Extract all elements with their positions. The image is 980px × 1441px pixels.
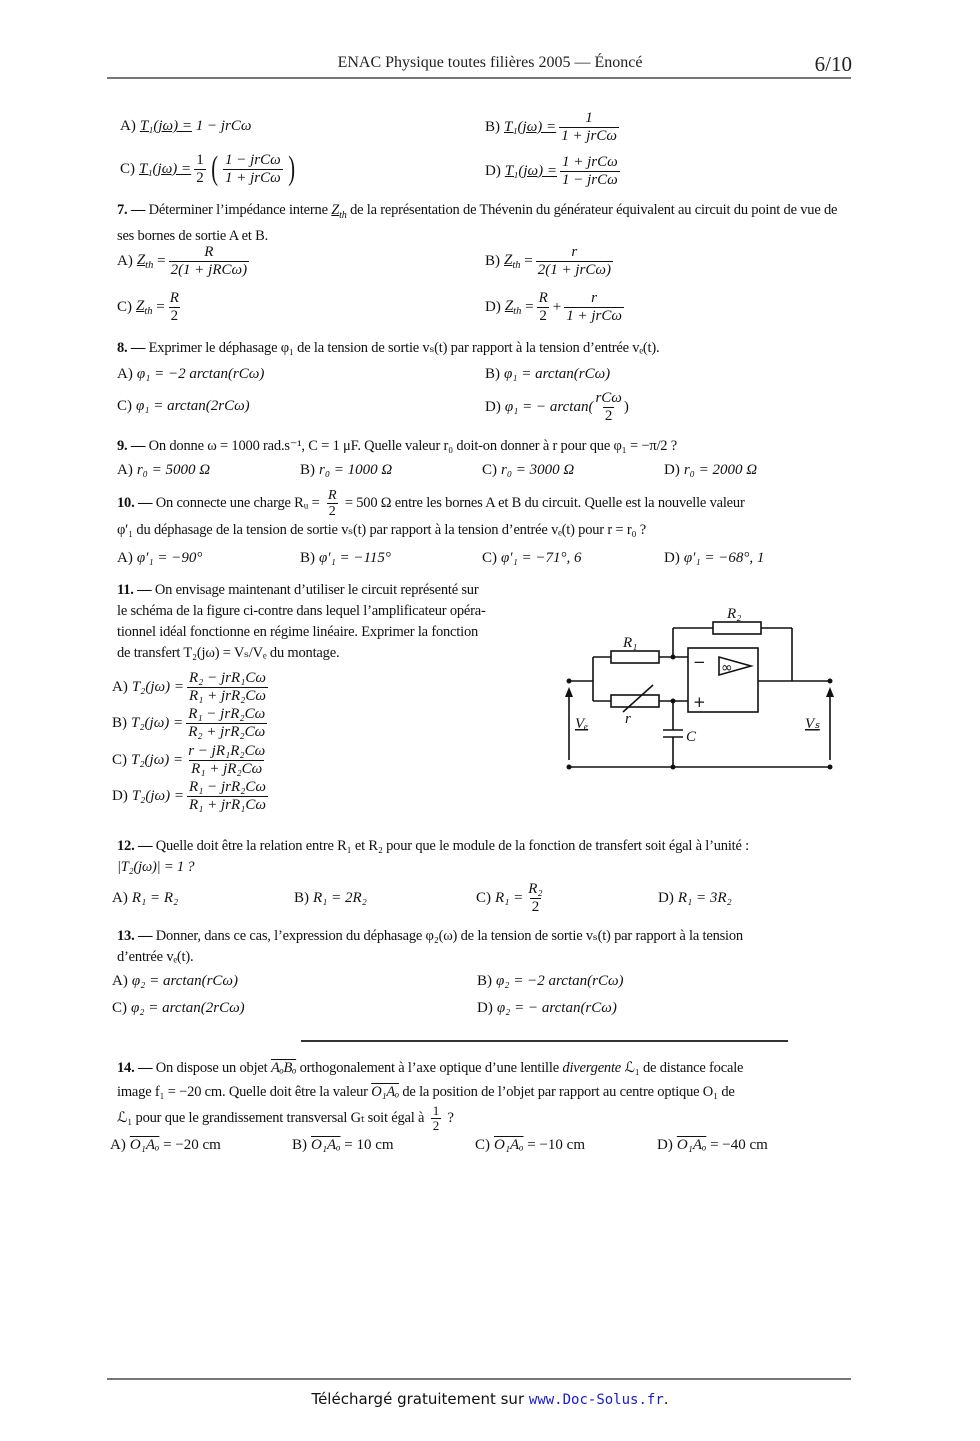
option-lhs (504, 252, 521, 271)
question-number: 12. — (117, 838, 153, 854)
option-label: C) (476, 889, 491, 906)
option-label: C) (482, 550, 497, 566)
option-expr: φ′₁ = −115° (319, 550, 391, 566)
question-text: φ′₁ du déphasage de la tension de sortie vₛ(t) par rapport à la tension d’entrée vₑ(t) pour r = r₀ ? (117, 521, 646, 538)
label-vs: Vₛ (805, 716, 820, 732)
question-text: ℒ₁ pour que le grandissement transversal Gₜ soit égal à (117, 1110, 425, 1127)
symbol-sub: th (144, 305, 153, 317)
option-expr: φ₂ = − arctan(rCω) (496, 1000, 617, 1016)
option-label: B) (300, 550, 315, 566)
question-text: de transfert T₂(jω) = Vₛ/Vₑ du montage. (117, 645, 340, 661)
q7-option-c[interactable] (117, 290, 184, 324)
question-10 (117, 488, 853, 541)
fraction (593, 390, 623, 424)
fraction (564, 290, 624, 324)
option-expr: R₁ = 2R₂ (313, 890, 367, 906)
question-number: 10. — (117, 495, 153, 512)
option-expr: φ′₁ = −68°, 1 (683, 550, 765, 566)
question-text: de la position de l’objet par rapport au centre optique O₁ de (402, 1084, 735, 1100)
denominator: 1 + jrCω (225, 169, 281, 186)
label-r1: R₁ (623, 635, 638, 651)
page-header-title: ENAC Physique toutes filières 2005 — Énoncé (337, 54, 643, 71)
question-9 (117, 436, 853, 457)
section-separator (301, 1040, 788, 1042)
node-dot (671, 655, 676, 660)
option-label: C) (482, 462, 497, 478)
question-7 (117, 200, 853, 247)
q14-option-b[interactable] (292, 1137, 394, 1154)
denominator: 1 − jrCω (562, 171, 618, 188)
option-label: D) (112, 787, 128, 804)
numerator: R (538, 290, 548, 306)
fraction (194, 152, 206, 186)
q7-option-b[interactable] (485, 244, 616, 278)
option-expr: φ₂ = −2 arctan(rCω) (496, 973, 624, 989)
option-expr: r₀ = 2000 Ω (683, 462, 758, 478)
question-text: On dispose un objet (155, 1060, 268, 1076)
option-expr: φ′₁ = −90° (136, 550, 203, 566)
q11-option-d[interactable] (112, 779, 271, 813)
terminal-dot (828, 679, 833, 684)
numerator: r − jR₁R₂Cω (188, 743, 266, 759)
q8-option-c[interactable] (117, 398, 250, 415)
denominator: R₁ + jR₂Cω (191, 760, 263, 777)
option-lhs: T₁(jω) = (139, 160, 192, 177)
terminal-dot (828, 765, 833, 770)
q11-option-b[interactable] (112, 706, 270, 740)
option-label: A) (112, 973, 128, 989)
q9-option-a[interactable] (117, 462, 210, 479)
resistor-r2 (713, 622, 761, 634)
option-label: A) (117, 462, 133, 478)
denominator: 2(1 + jRCω) (170, 261, 248, 278)
denominator: 2 (170, 307, 179, 324)
numerator: 1 (432, 1103, 439, 1118)
option-lhs: T₂(jω) = (131, 751, 184, 768)
footer-rule (107, 1378, 851, 1380)
q6-option-a[interactable] (120, 118, 252, 135)
numerator: R₁ − jrR₂Cω (188, 706, 266, 722)
q11-option-c[interactable] (112, 743, 270, 777)
symbol-sub: th (513, 305, 522, 317)
q9-option-d[interactable] (664, 462, 757, 479)
denominator: 2 (531, 898, 540, 915)
numerator: 1 + jrCω (562, 154, 618, 170)
question-text: On connecte une charge Rᵤ = (155, 495, 320, 512)
arrowhead (565, 687, 573, 697)
question-text: image f₁ = −20 cm. Quelle doit être la valeur (117, 1084, 368, 1100)
option-expr: φ₁ = −2 arctan(rCω) (136, 366, 265, 382)
question-text: orthogonalement à l’axe optique d’une lentille (299, 1060, 559, 1076)
option-label: B) (485, 366, 500, 382)
option-expr: φ₂ = arctan(2rCω) (131, 1000, 245, 1016)
option-lhs: T₂(jω) = (131, 714, 184, 731)
numerator: 1 − jrCω (225, 152, 281, 168)
left-paren: ( (210, 150, 218, 187)
option-rhs: = −20 cm (163, 1137, 221, 1153)
question-text: |T₂(jω)| = 1 ? (117, 859, 195, 875)
q14-option-a[interactable] (110, 1137, 221, 1154)
denominator: R₁ + jrR₂Cω (189, 687, 266, 704)
q9-option-c[interactable] (482, 462, 574, 479)
option-label: D) (477, 1000, 493, 1016)
question-12 (117, 836, 853, 878)
option-label: C) (475, 1137, 490, 1153)
numerator: 1 (196, 152, 204, 168)
option-lhs: O₁Aₒ (494, 1137, 524, 1153)
question-11 (117, 580, 547, 664)
option-lhs: T₂(jω) = (131, 787, 185, 804)
fraction (168, 290, 181, 324)
option-label: B) (300, 462, 315, 478)
question-text: ℒ₁ de distance focale (624, 1060, 744, 1076)
option-expr: ) (623, 398, 629, 415)
option-label: B) (292, 1137, 307, 1153)
option-lhs (136, 298, 153, 317)
q11-option-a[interactable] (112, 670, 271, 704)
symbol-main: Z (504, 251, 513, 268)
q8-option-b[interactable] (485, 366, 610, 383)
question-13 (117, 926, 853, 968)
option-lhs: O₁Aₒ (311, 1137, 341, 1153)
q7-option-a[interactable] (117, 244, 252, 278)
right-paren: ) (288, 150, 295, 187)
denominator: R₂ + jrR₂Cω (188, 723, 266, 740)
option-label: B) (485, 118, 500, 135)
option-label: B) (294, 890, 309, 906)
numerator: rCω (595, 390, 622, 406)
q10-option-d[interactable] (664, 550, 764, 567)
question-number: 13. — (117, 928, 153, 944)
option-label: C) (117, 298, 132, 315)
numerator: R₂ (528, 881, 543, 897)
numerator: r (591, 290, 597, 306)
question-number: 8. — (117, 340, 146, 356)
option-label: A) (117, 366, 133, 382)
symbol-main: Z (136, 251, 146, 268)
option-rhs: = −10 cm (527, 1137, 585, 1153)
option-lhs (137, 252, 154, 271)
fraction (326, 488, 338, 520)
q6-option-b[interactable] (485, 110, 622, 144)
header-rule (107, 77, 851, 79)
label-c: C (686, 729, 697, 745)
option-expr: φ₁ = − arctan( (504, 398, 594, 415)
option-rhs: = −40 cm (710, 1137, 768, 1153)
option-expr: R₁ = R₂ (131, 890, 179, 906)
option-label: A) (112, 890, 128, 906)
option-label: D) (657, 1137, 673, 1153)
q10-option-c[interactable] (482, 550, 582, 567)
option-label: C) (112, 1000, 127, 1016)
object-symbol: AₒBₒ (270, 1060, 297, 1076)
symbol-main: Z (331, 202, 340, 218)
option-lhs: T₂(jω) = (131, 678, 185, 695)
symbol-main: Z (136, 297, 145, 314)
option-label: B) (485, 252, 500, 269)
fraction (537, 290, 550, 324)
question-number: 7. — (117, 202, 146, 218)
option-rhs: = 10 cm (344, 1137, 394, 1153)
option-label: A) (117, 252, 133, 269)
fraction (169, 244, 250, 278)
node-dot (671, 699, 676, 704)
denominator: R₁ + jrR₁Cω (189, 796, 266, 813)
denominator: 2 (432, 1118, 439, 1134)
q14-option-d[interactable] (657, 1137, 768, 1154)
symbol (331, 202, 347, 221)
q9-option-b[interactable] (300, 462, 392, 479)
equals: = (524, 252, 533, 269)
option-rhs: 1 − jrCω (195, 118, 252, 134)
fraction (559, 110, 619, 144)
label-infinity: ∞ (721, 660, 733, 676)
label-r2: R₂ (727, 606, 742, 622)
question-8 (117, 338, 853, 359)
option-lhs: O₁Aₒ (129, 1137, 160, 1153)
fraction (526, 881, 544, 915)
symbol-sub: th (339, 209, 347, 221)
question-text: ? (447, 1110, 454, 1127)
fraction (223, 152, 283, 186)
option-lhs: T₁(jω) = (504, 162, 558, 179)
label-minus: − (693, 653, 706, 671)
label-ve: Vₑ (575, 716, 589, 732)
circuit-diagram (555, 595, 845, 780)
fraction (187, 670, 268, 704)
fraction (560, 154, 620, 188)
denominator: 2 (539, 307, 547, 324)
numerator: R (328, 488, 337, 503)
option-label: D) (664, 550, 680, 566)
option-label: C) (120, 160, 135, 177)
footer-period: . (663, 1390, 669, 1408)
q12-option-a[interactable] (112, 890, 178, 907)
q12-option-b[interactable] (294, 890, 367, 907)
question-text: de la représentation de Thévenin du générateur équivalent au circuit du point de vue de ses bornes de sortie A et B. (117, 202, 838, 244)
question-text: Exprimer le déphasage φ₁ de la tension de sortie vₛ(t) par rapport à la tension d’entrée vₑ(t). (148, 340, 660, 356)
q13-option-d[interactable] (477, 1000, 617, 1017)
question-14 (117, 1056, 853, 1134)
equals: = (157, 252, 166, 269)
symbol-sub: th (512, 259, 521, 271)
question-number: 14. — (117, 1060, 153, 1076)
option-expr: r₀ = 3000 Ω (501, 462, 575, 478)
question-text: tionnel idéal fonctionne en régime linéaire. Exprimer la fonction (117, 624, 479, 640)
option-label: B) (112, 714, 127, 731)
option-label: C) (117, 398, 132, 414)
option-label: D) (485, 162, 501, 179)
numerator: R (204, 244, 214, 260)
label-plus: + (693, 693, 706, 711)
footer (0, 1390, 980, 1408)
fraction (186, 706, 267, 740)
question-text: On envisage maintenant d’utiliser le circuit représenté sur (154, 582, 479, 598)
footer-text: Téléchargé gratuitement sur (311, 1390, 525, 1408)
denominator: 2 (328, 504, 336, 520)
numerator: R (169, 290, 179, 306)
numerator: R₁ − jrR₂Cω (189, 779, 266, 795)
denominator: 2(1 + jrCω) (537, 261, 611, 278)
denominator: 2 (604, 407, 613, 424)
denominator: 1 + jrCω (566, 307, 622, 324)
q7-option-d[interactable] (485, 290, 627, 324)
node-dot (671, 765, 676, 770)
plus: + (552, 298, 562, 315)
question-text: On donne ω = 1000 rad.s⁻¹, C = 1 μF. Quelle valeur r₀ doit-on donner à r pour que φ₁ = −π/2 ? (148, 438, 677, 454)
footer-link[interactable]: www.Doc-Solus.fr (528, 1392, 664, 1408)
arrowhead (826, 687, 834, 697)
q10-option-b[interactable] (300, 550, 391, 567)
q13-option-a[interactable] (112, 973, 238, 990)
numerator: r (571, 244, 578, 260)
option-expr: R₁ = (495, 889, 524, 906)
option-lhs: T₁(jω) = (139, 118, 193, 134)
q13-option-b[interactable] (477, 973, 624, 990)
question-text: d’entrée vₑ(t). (117, 949, 194, 965)
question-text: Donner, dans ce cas, l’expression du déphasage φ₂(ω) de la tension de sortie vₛ(t) par rapport à la tension (155, 928, 743, 944)
q8-option-a[interactable] (117, 366, 264, 383)
option-expr: φ₁ = arctan(2rCω) (136, 398, 250, 414)
q12-option-c[interactable] (476, 881, 548, 915)
q6-option-c[interactable] (120, 152, 297, 186)
question-text: Quelle doit être la relation entre R₁ et R₂ pour que le module de la fonction de transfert soit égal à l’unité : (155, 838, 749, 854)
option-label: D) (658, 890, 674, 906)
option-lhs: O₁Aₒ (676, 1137, 707, 1153)
label-r: r (625, 711, 631, 727)
equals: = (156, 298, 165, 315)
question-text: = 500 Ω entre les bornes A et B du circuit. Quelle est la nouvelle valeur (344, 495, 745, 512)
resistor-r1 (611, 651, 659, 663)
fraction (186, 743, 267, 777)
option-label: B) (477, 973, 492, 989)
option-expr: φ₂ = arctan(rCω) (131, 973, 238, 989)
option-expr: φ₁ = arctan(rCω) (504, 366, 611, 382)
option-label: D) (485, 398, 501, 415)
q10-option-a[interactable] (117, 550, 202, 567)
q14-option-c[interactable] (475, 1137, 585, 1154)
q12-option-d[interactable] (658, 890, 732, 907)
fraction (536, 244, 613, 278)
q13-option-c[interactable] (112, 1000, 245, 1017)
option-label: A) (110, 1137, 126, 1153)
emphasis: divergente (562, 1060, 622, 1076)
equals: = (525, 298, 534, 315)
fraction (431, 1104, 441, 1134)
position-symbol: O₁Aₒ (371, 1084, 399, 1100)
question-text: Déterminer l’impédance interne (148, 202, 328, 218)
option-label: A) (120, 118, 136, 134)
symbol-sub: th (145, 259, 154, 271)
terminal-dot (567, 679, 572, 684)
option-expr: r₀ = 1000 Ω (319, 462, 393, 478)
option-lhs (505, 298, 522, 317)
fraction (187, 779, 268, 813)
option-label: A) (112, 678, 128, 695)
denominator: 2 (196, 169, 204, 186)
option-expr: r₀ = 5000 Ω (136, 462, 211, 478)
option-label: D) (485, 298, 501, 315)
q8-option-d[interactable] (485, 390, 629, 424)
question-text: le schéma de la figure ci-contre dans lequel l’amplificateur opéra- (117, 603, 486, 619)
option-label: D) (664, 462, 680, 478)
option-lhs: T₁(jω) = (504, 118, 557, 135)
denominator: 1 + jrCω (561, 127, 617, 144)
q6-option-d[interactable] (485, 154, 623, 188)
numerator: 1 (585, 110, 593, 126)
variable-arrow (623, 685, 653, 712)
symbol-main: Z (504, 297, 514, 314)
terminal-dot (567, 765, 572, 770)
question-number: 11. — (117, 582, 152, 598)
option-label: C) (112, 751, 127, 768)
option-expr: R₁ = 3R₂ (677, 890, 732, 906)
page-number: 6/10 (814, 52, 852, 76)
numerator: R₂ − jrR₁Cω (189, 670, 266, 686)
question-number: 9. — (117, 438, 146, 454)
option-label: A) (117, 550, 133, 566)
option-expr: φ′₁ = −71°, 6 (501, 550, 582, 566)
